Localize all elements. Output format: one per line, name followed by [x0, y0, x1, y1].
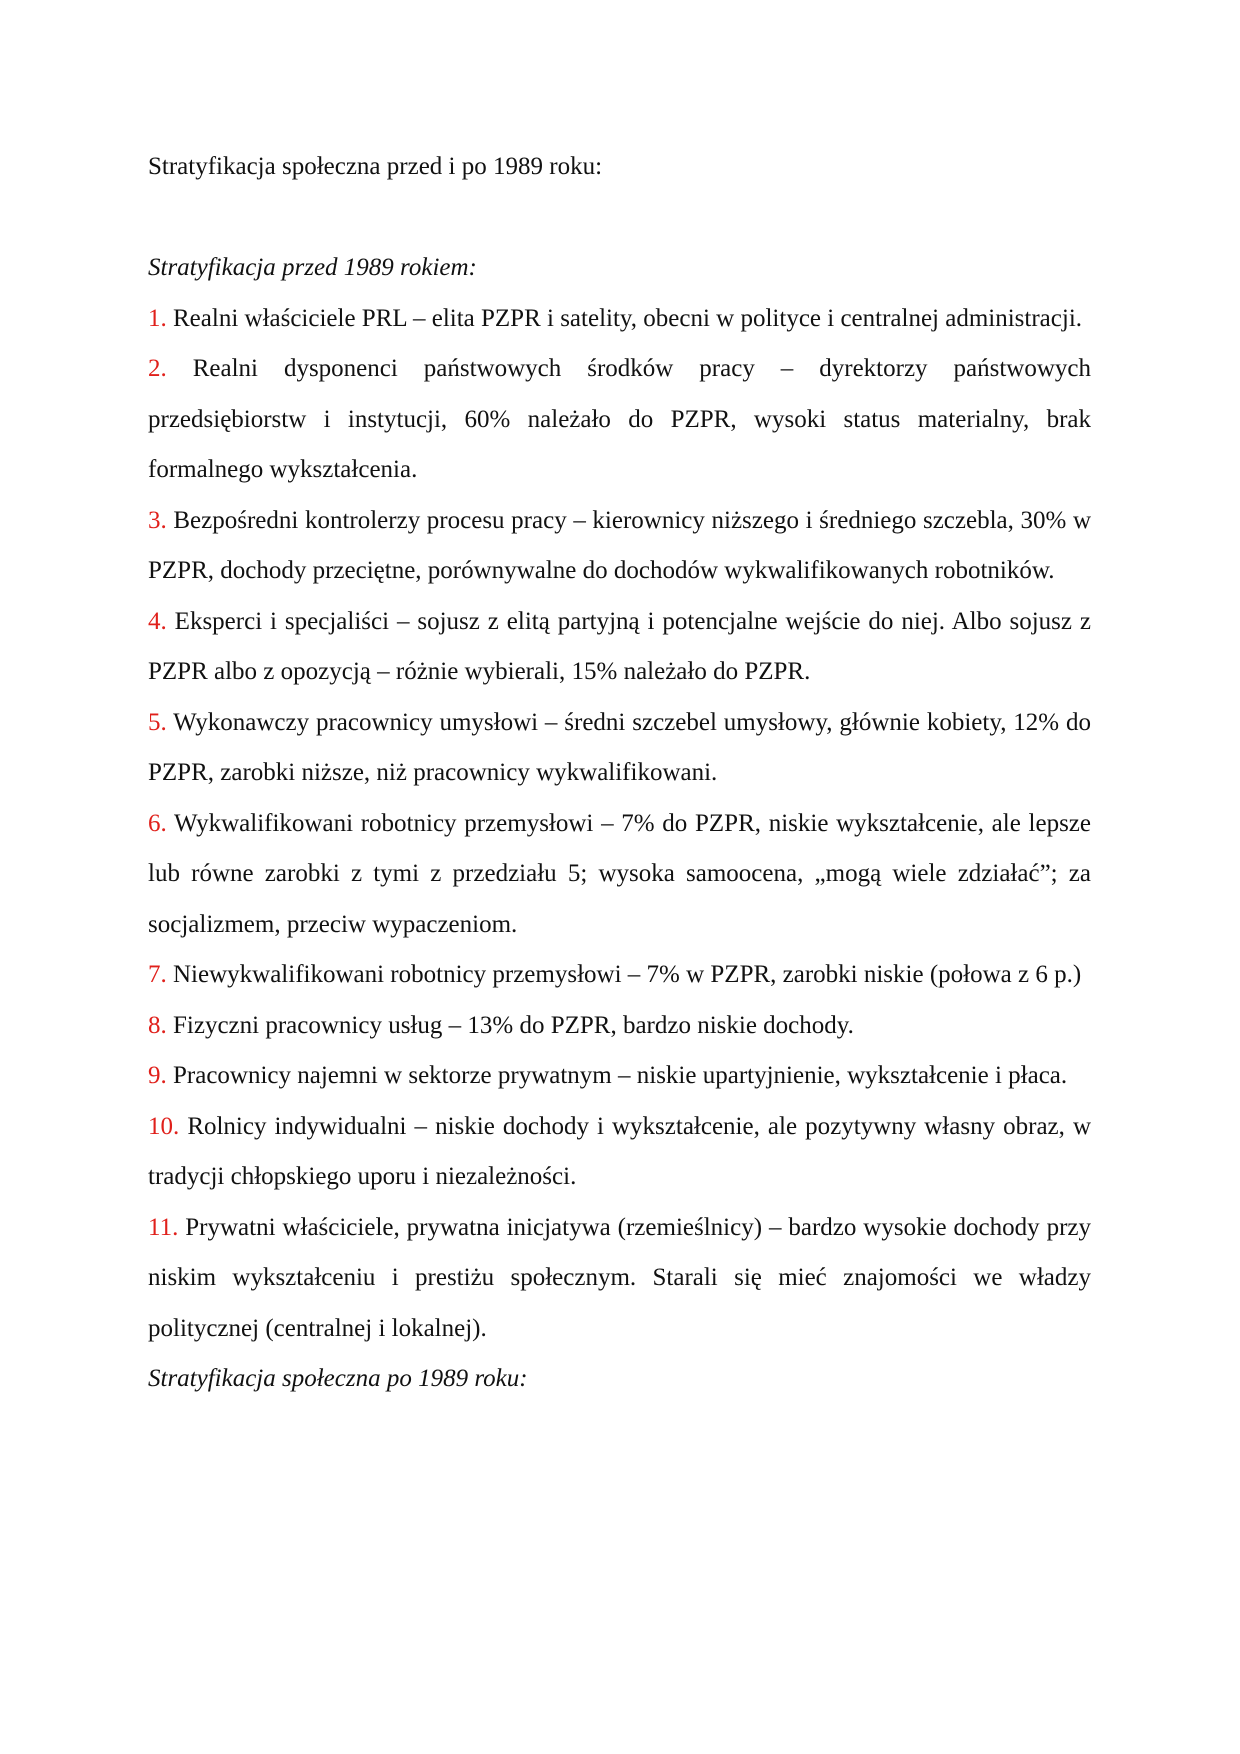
list-item [148, 344, 1091, 496]
document-title: Stratyfikacja społeczna przed i po 1989 roku: [148, 153, 603, 180]
list-item-number: 6. [148, 809, 167, 837]
list-item-number: 7. [148, 961, 167, 988]
list-item-text: Bezpośredni kontrolerzy procesu pracy – kierownicy niższego i średniego szczebla, 30% w PZPR, dochody przeciętne, porównywalne do dochodów wykwalifikowanych robotników. [148, 506, 1092, 584]
list-item-number: 10. [148, 1112, 180, 1140]
list-item-text: Niewykwalifikowani robotnicy przemysłowi – 7% w PZPR, zarobki niskie (połowa z 6 p.) [173, 961, 1082, 988]
list-item-text: Fizyczni pracownicy usług – 13% do PZPR, bardzo niskie dochody. [173, 1011, 854, 1039]
list-item [148, 1203, 1091, 1355]
list-item-text: Realni właściciele PRL – elita PZPR i satelity, obecni w polityce i centralnej administracji. [173, 304, 1083, 332]
list-item-number: 3. [148, 506, 167, 534]
list-item [148, 1102, 1091, 1203]
list-item [148, 698, 1091, 799]
section-heading-after-1989: Stratyfikacja społeczna po 1989 roku: [148, 1365, 528, 1392]
list-item-number: 8. [148, 1011, 167, 1039]
blank-line [148, 193, 1091, 244]
list-item-text: Prywatni właściciele, prywatna inicjatywa (rzemieślnicy) – bardzo wysokie dochody przy niskim wykształceniu i prestiżu społecznym. Starali się mieć znajomości we władzy politycznej (centralnej i lokalnej). [148, 1213, 1091, 1342]
list-item-text: Wykwalifikowani robotnicy przemysłowi – 7% do PZPR, niskie wykształcenie, ale lepsze lub równe zarobki z tymi z przedziału 5; wysoka samoocena, „mogą wiele zdziałać”; za socjalizmem, przeciw wypaczeniom. [148, 809, 1091, 938]
list-item-text: Realni dysponenci państwowych środków pracy – dyrektorzy państwowych przedsiębiorstw i instytucji, 60% należało do PZPR, wysoki status materialny, brak formalnego wykształcenia. [148, 355, 1091, 483]
list-item-number: 4. [148, 607, 167, 635]
list-item-number: 5. [148, 708, 167, 736]
list-item [148, 1001, 1091, 1052]
list-item [148, 799, 1091, 951]
list-item [148, 950, 1091, 1001]
list-item-number: 2. [148, 355, 167, 382]
list-item-number: 9. [148, 1062, 167, 1089]
list-item [148, 496, 1091, 597]
list-item-text: Pracownicy najemni w sektorze prywatnym – niskie upartyjnienie, wykształcenie i płaca. [173, 1062, 1068, 1089]
list-item [148, 294, 1091, 345]
list-item [148, 1051, 1091, 1102]
list-item-text: Eksperci i specjaliści – sojusz z elitą partyjną i potencjalne wejście do niej. Albo sojusz z PZPR albo z opozycją – różnie wybierali, 15% należało do PZPR. [148, 607, 1092, 685]
list-item [148, 597, 1091, 698]
list-item-number: 11. [148, 1213, 179, 1241]
list-item-number: 1. [148, 304, 167, 332]
list-item-text: Rolnicy indywidualni – niskie dochody i wykształcenie, ale pozytywny własny obraz, w tradycji chłopskiego uporu i niezależności. [148, 1112, 1092, 1190]
document-page [148, 142, 1091, 1405]
list-item-text: Wykonawczy pracownicy umysłowi – średni szczebel umysłowy, głównie kobiety, 12% do PZPR, zarobki niższe, niż pracownicy wykwalifikowani. [148, 708, 1091, 786]
section-heading-before-1989: Stratyfikacja przed 1989 rokiem: [148, 254, 477, 281]
